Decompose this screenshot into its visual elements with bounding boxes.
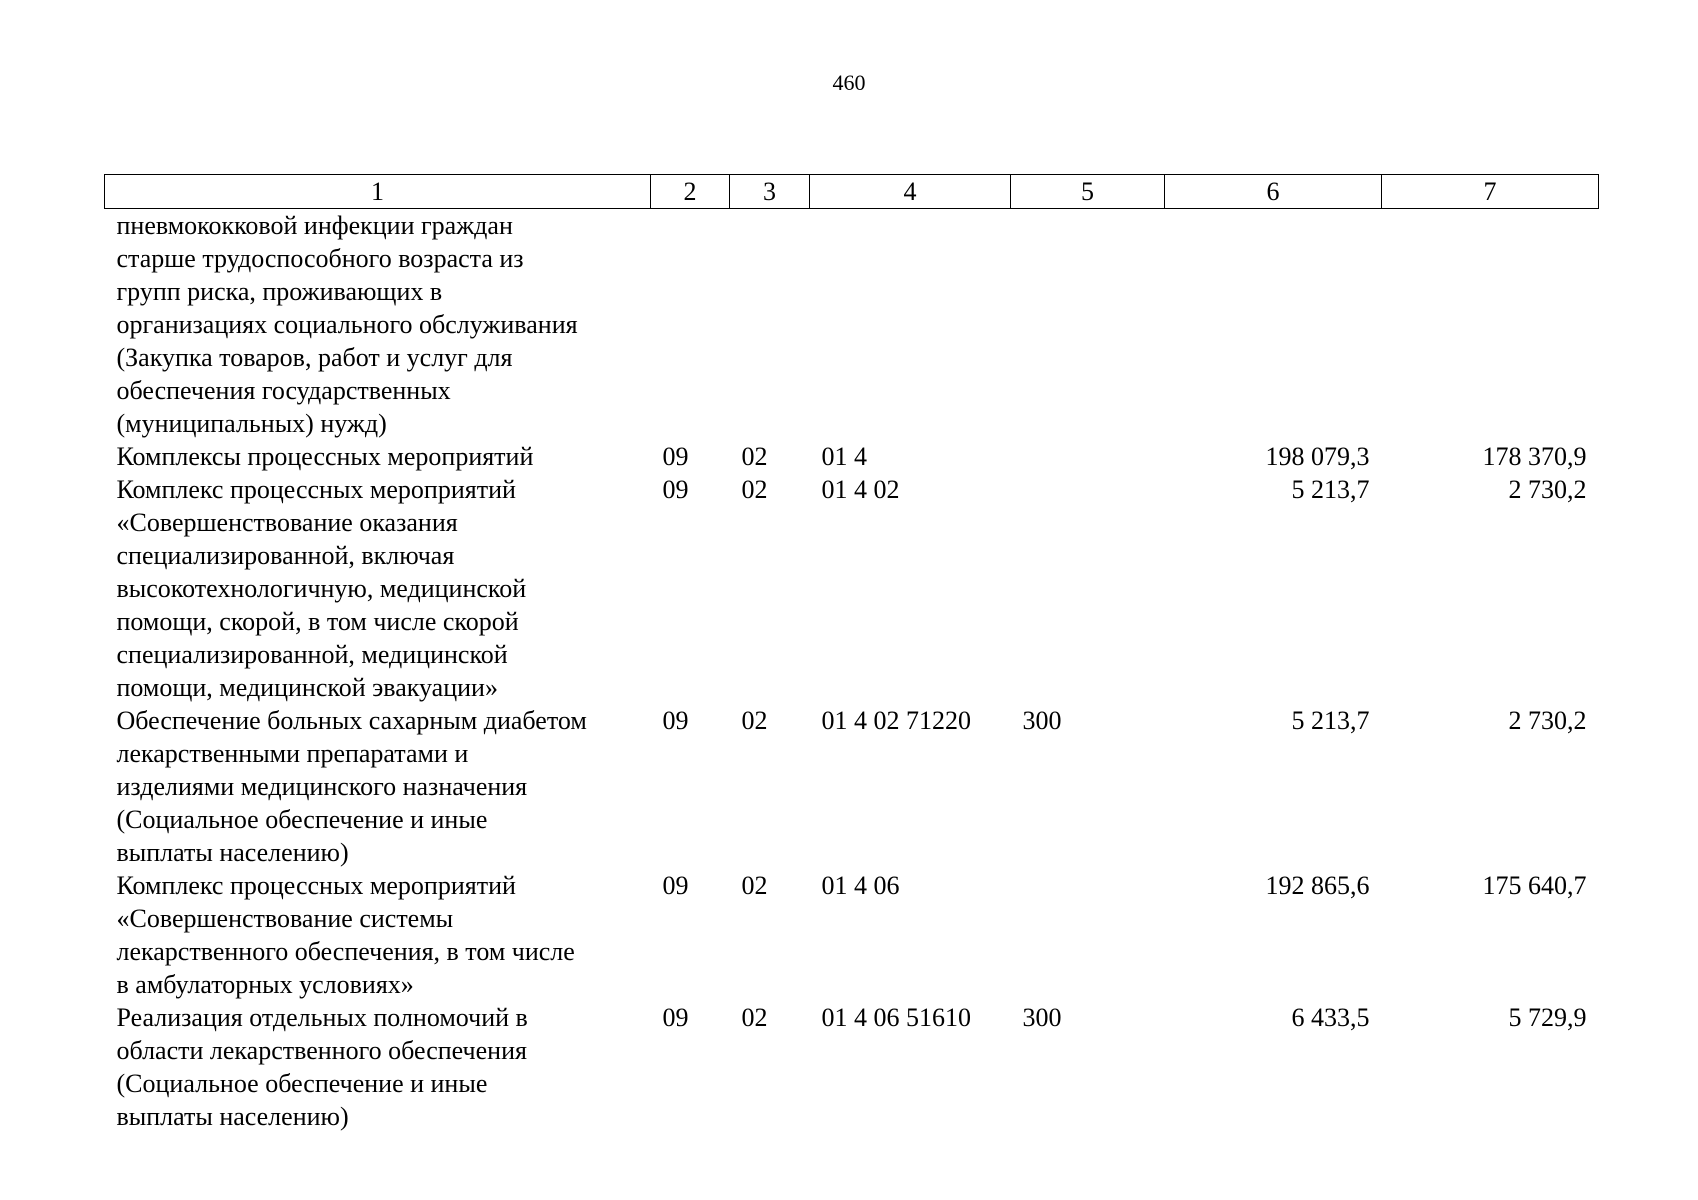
table-row — [105, 473, 1599, 704]
row-sum-1: 192 865,6 — [1265, 871, 1370, 900]
row-sum-2: 178 370,9 — [1482, 442, 1587, 471]
table-row — [105, 440, 1599, 473]
table-header — [105, 175, 1599, 209]
row-sum-2: 5 729,9 — [1508, 1003, 1587, 1032]
row-sum-2: 175 640,7 — [1482, 871, 1587, 900]
header-col-4: 4 — [810, 175, 1011, 209]
row-target-code: 01 4 02 — [821, 475, 900, 504]
table-row — [105, 704, 1599, 869]
row-target-code: 01 4 06 51610 — [821, 1003, 971, 1032]
row-sum-1: 6 433,5 — [1291, 1003, 1370, 1032]
row-expense-type — [1011, 869, 1165, 1001]
row-name: Комплекс процессных мероприятий «Совершенствование оказания специализированной, включая высокотехнологичную, медицинской помощи, скорой, в том числе скорой специализированной, медицинской помощи, медицинской эвакуации» — [116, 475, 527, 702]
row-name: пневмококковой инфекции граждан старше трудоспособного возраста из групп риска, проживающих в организациях социального обслуживания (Закупка товаров, работ и услуг для обеспечения государственных (муниципальных) нужд) — [116, 211, 578, 438]
page-number: 460 — [832, 70, 866, 95]
row-section: 09 — [662, 1003, 689, 1032]
row-subsection — [730, 209, 810, 441]
table-body — [105, 209, 1599, 1134]
row-section — [651, 209, 730, 441]
row-section: 09 — [662, 442, 689, 471]
table-row — [105, 869, 1599, 1001]
header-col-6: 6 — [1165, 175, 1382, 209]
row-subsection: 02 — [741, 442, 768, 471]
row-expense-type: 300 — [1022, 1003, 1062, 1032]
row-expense-type — [1011, 209, 1165, 441]
row-name: Обеспечение больных сахарным диабетом лекарственными препаратами и изделиями медицинского назначения (Социальное обеспечение и иные выплаты населению) — [116, 706, 587, 867]
row-subsection: 02 — [741, 706, 768, 735]
row-subsection: 02 — [741, 871, 768, 900]
header-col-2: 2 — [651, 175, 730, 209]
row-target-code: 01 4 — [821, 442, 867, 471]
row-section: 09 — [662, 871, 689, 900]
header-col-7: 7 — [1382, 175, 1599, 209]
row-target-code: 01 4 02 71220 — [821, 706, 971, 735]
row-target-code — [810, 209, 1011, 441]
row-section: 09 — [662, 706, 689, 735]
budget-table — [104, 174, 1599, 1133]
row-sum-1 — [1165, 209, 1382, 441]
header-col-1: 1 — [105, 175, 651, 209]
row-name: Комплекс процессных мероприятий «Совершенствование системы лекарственного обеспечения, в том числе в амбулаторных условиях» — [116, 871, 575, 999]
header-row — [105, 175, 1599, 209]
row-section: 09 — [662, 475, 689, 504]
header-col-3: 3 — [730, 175, 810, 209]
row-target-code: 01 4 06 — [821, 871, 900, 900]
row-subsection: 02 — [741, 1003, 768, 1032]
row-sum-1: 5 213,7 — [1291, 475, 1370, 504]
row-name: Реализация отдельных полномочий в области лекарственного обеспечения (Социальное обеспечение и иные выплаты населению) — [116, 1003, 528, 1131]
row-sum-1: 5 213,7 — [1291, 706, 1370, 735]
row-name: Комплексы процессных мероприятий — [116, 442, 534, 471]
header-col-5: 5 — [1011, 175, 1165, 209]
row-expense-type — [1011, 440, 1165, 473]
row-subsection: 02 — [741, 475, 768, 504]
row-sum-1: 198 079,3 — [1265, 442, 1370, 471]
table-row — [105, 1001, 1599, 1133]
row-expense-type: 300 — [1022, 706, 1062, 735]
row-sum-2 — [1382, 209, 1599, 441]
table-row — [105, 209, 1599, 441]
row-sum-2: 2 730,2 — [1508, 475, 1587, 504]
row-sum-2: 2 730,2 — [1508, 706, 1587, 735]
row-expense-type — [1011, 473, 1165, 704]
